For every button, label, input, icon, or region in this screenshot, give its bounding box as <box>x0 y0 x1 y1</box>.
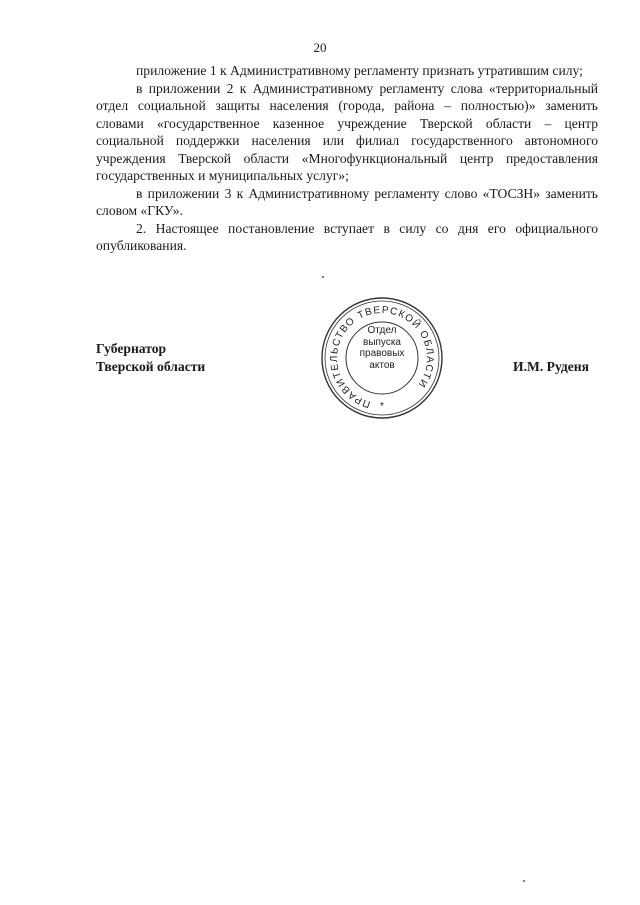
signatory-name: И.М. Руденя <box>513 359 589 374</box>
paragraph-appendix-3: в приложении 3 к Административному регламенту слово «ТОСЗН» заменить словом «ГКУ». <box>96 185 598 218</box>
stamp-center-line: актов <box>369 359 395 371</box>
page-number: 20 <box>313 40 327 55</box>
stamp-ring-text: ПРАВИТЕЛЬСТВО ТВЕРСКОЙ ОБЛАСТИ <box>328 304 436 410</box>
signatory-title <box>96 340 205 376</box>
signatory-title-line2: Тверской области <box>96 359 206 374</box>
stamp-center-text <box>318 325 446 371</box>
paragraph-appendix-1: приложение 1 к Административному регламенту признать утратившим силу; <box>136 63 583 78</box>
stamp-center-line: выпуска <box>363 336 401 348</box>
stamp-center-line: правовых <box>359 348 405 359</box>
signatory-title-line1: Губернатор <box>96 341 167 356</box>
scan-speck <box>523 880 525 882</box>
scan-speck <box>322 276 324 278</box>
paragraph-effective-date: 2. Настоящее постановление вступает в силу со дня его официального опубликования. <box>96 220 598 253</box>
body-text <box>96 62 598 255</box>
stamp-center-line: Отдел <box>367 325 397 336</box>
stamp-star: * <box>380 401 384 412</box>
official-stamp <box>318 295 446 421</box>
paragraph-appendix-2: в приложении 2 к Административному регламенту слова «территориальный отдел социальной защиты населения (города, района – полностью)» заменить словами «государственное казенное учреждение Тверской области – центр социальной поддержки населения или филиал государственного автономного учреждения Тверской области «Многофункциональный центр предоставления государственных и муниципальных услуг»; <box>96 80 598 183</box>
